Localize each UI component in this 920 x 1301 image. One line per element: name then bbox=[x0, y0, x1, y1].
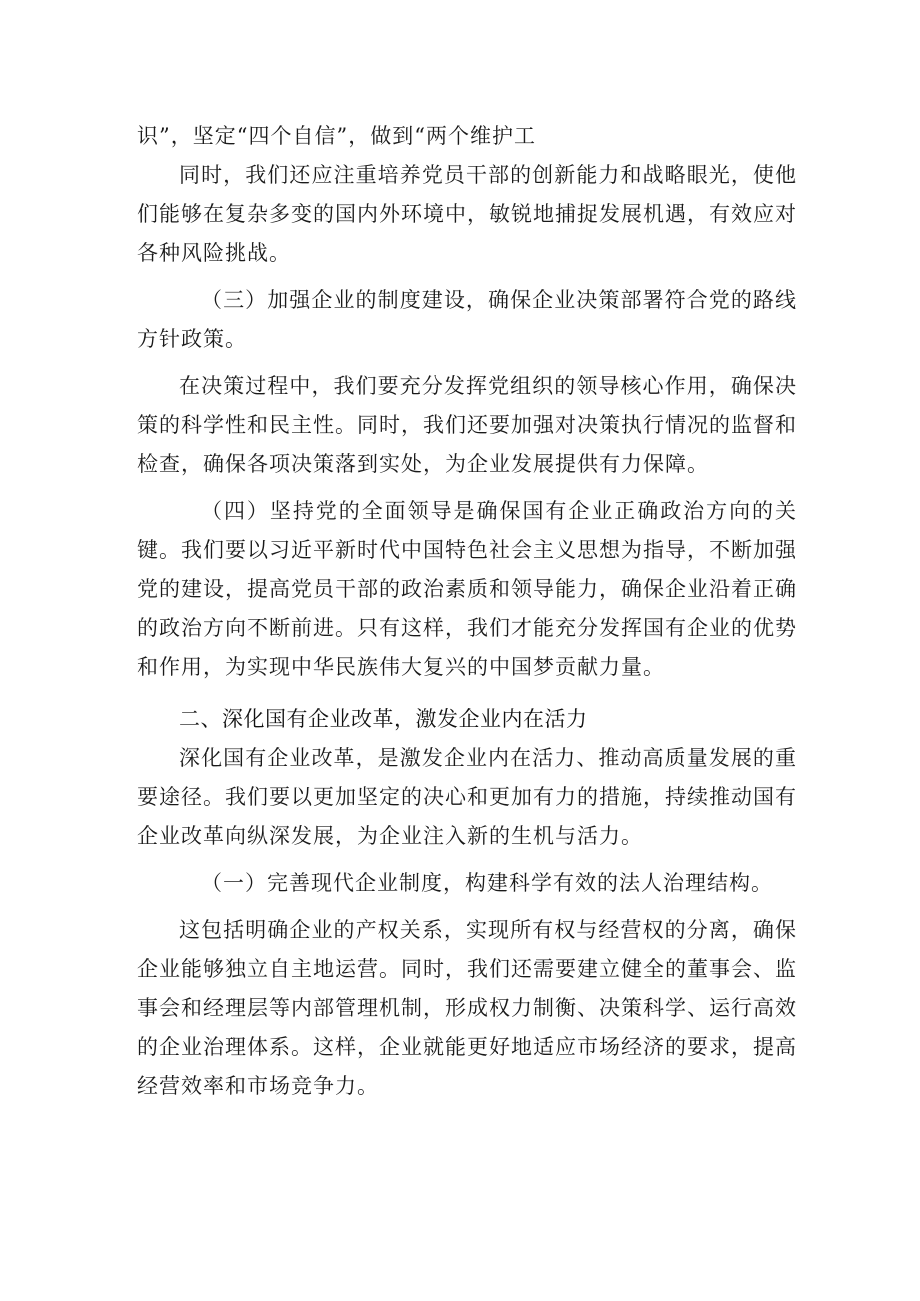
paragraph-decision-making: 在决策过程中，我们要充分发挥党组织的领导核心作用，确保决策的科学性和民主性。同时，我们还要加强对决策执行情况的监督和检查，确保各项决策落到实处，为企业发展提供有力保障。 bbox=[137, 374, 797, 476]
section-heading-two: 二、深化国有企业改革，激发企业内在活力 bbox=[179, 707, 588, 731]
paragraph-continuation: 识”，坚定“四个自信”，做到“两个维护工 bbox=[137, 124, 536, 148]
document-body bbox=[137, 117, 797, 1106]
subheading-three: （三）加强企业的制度建设，确保企业决策部署符合党的路线方针政策。 bbox=[137, 288, 797, 351]
paragraph-reform-intro: 深化国有企业改革，是激发企业内在活力、推动高质量发展的重要途径。我们要以更加坚定的决心和更加有力的措施，持续推动国有企业改革向纵深发展，为企业注入新的生机与活力。 bbox=[137, 746, 797, 848]
subheading-four: （四）坚持党的全面领导是确保国有企业正确政治方向的关键。我们要以习近平新时代中国特色社会主义思想为指导，不断加强党的建设，提高党员干部的政治素质和领导能力，确保企业沿着正确的政治方向不断前进。只有这样，我们才能充分发挥国有企业的优势和作用，为实现中华民族伟大复兴的中国梦贡献力量。 bbox=[137, 499, 797, 679]
paragraph-governance: 这包括明确企业的产权关系，实现所有权与经营权的分离，确保企业能够独立自主地运营。同时，我们还需要建立健全的董事会、监事会和经理层等内部管理机制，形成权力制衡、决策科学、运行高效的企业治理体系。这样，企业就能更好地适应市场经济的要求，提高经营效率和市场竞争力。 bbox=[137, 918, 797, 1098]
paragraph-innovation: 同时，我们还应注重培养党员干部的创新能力和战略眼光，使他们能够在复杂多变的国内外环境中，敏锐地捕捉发展机遇，有效应对各种风险挑战。 bbox=[137, 163, 797, 265]
subheading-one: （一）完善现代企业制度，构建科学有效的法人治理结构。 bbox=[201, 871, 773, 895]
